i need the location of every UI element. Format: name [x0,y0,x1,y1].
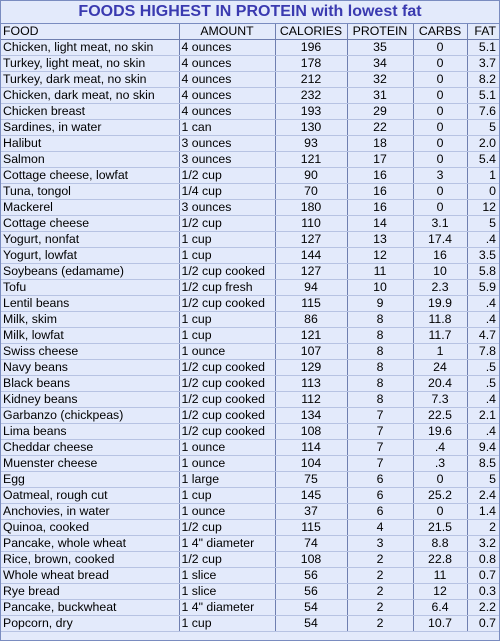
protein-cell: 6 [347,488,413,504]
protein-cell: 2 [347,600,413,616]
protein-cell: 3 [347,536,413,552]
fat-cell: .4 [467,232,499,248]
table-row [1,456,499,472]
fat-cell: .4 [467,424,499,440]
protein-cell: 13 [347,232,413,248]
protein-cell: 29 [347,104,413,120]
carbs-cell: 10 [413,264,467,280]
amount-cell: 1/4 cup [179,184,275,200]
fat-cell: 5.8 [467,264,499,280]
protein-cell: 4 [347,520,413,536]
table-row [1,168,499,184]
table-row [1,232,499,248]
amount-cell: 1 cup [179,328,275,344]
carbs-cell: 8.8 [413,536,467,552]
carbs-cell: 0 [413,200,467,216]
fat-cell: 0.7 [467,568,499,584]
calories-cell: 114 [275,440,347,456]
carbs-cell: 3 [413,168,467,184]
fat-cell: 2.4 [467,488,499,504]
table-row [1,152,499,168]
food-cell: Kidney beans [1,392,179,408]
carbs-cell: 0 [413,136,467,152]
carbs-cell: 0 [413,88,467,104]
table-row [1,376,499,392]
fat-cell: 9.4 [467,440,499,456]
food-cell: Chicken, dark meat, no skin [1,88,179,104]
fat-cell: .4 [467,296,499,312]
food-cell: Popcorn, dry [1,616,179,632]
food-cell: Swiss cheese [1,344,179,360]
protein-cell: 11 [347,264,413,280]
protein-cell: 10 [347,280,413,296]
carbs-cell: 0 [413,504,467,520]
protein-cell: 6 [347,472,413,488]
fat-cell: 2.2 [467,600,499,616]
food-cell: Tuna, tongol [1,184,179,200]
carbs-cell: 22.8 [413,552,467,568]
amount-cell: 1 cup [179,488,275,504]
protein-cell: 18 [347,136,413,152]
calories-cell: 115 [275,520,347,536]
fat-cell: 7.8 [467,344,499,360]
food-cell: Garbanzo (chickpeas) [1,408,179,424]
food-cell: Navy beans [1,360,179,376]
carbs-cell: 2.3 [413,280,467,296]
amount-cell: 3 ounces [179,200,275,216]
food-cell: Yogurt, nonfat [1,232,179,248]
protein-cell: 16 [347,200,413,216]
amount-cell: 1/2 cup [179,520,275,536]
calories-cell: 107 [275,344,347,360]
table-row [1,264,499,280]
carbs-cell: 0 [413,120,467,136]
calories-cell: 196 [275,40,347,56]
food-cell: Pancake, buckwheat [1,600,179,616]
carbs-cell: 25.2 [413,488,467,504]
fat-cell: 1.4 [467,504,499,520]
food-cell: Muenster cheese [1,456,179,472]
amount-cell: 1/2 cup cooked [179,408,275,424]
amount-cell: 1 ounce [179,504,275,520]
fat-cell: 2.1 [467,408,499,424]
column-header-carbs: CARBS [413,24,467,40]
protein-cell: 12 [347,248,413,264]
calories-cell: 127 [275,264,347,280]
calories-cell: 112 [275,392,347,408]
protein-cell: 32 [347,72,413,88]
table-row [1,568,499,584]
amount-cell: 1 can [179,120,275,136]
calories-cell: 94 [275,280,347,296]
calories-cell: 90 [275,168,347,184]
fat-cell: 3.2 [467,536,499,552]
table-row [1,584,499,600]
protein-cell: 8 [347,376,413,392]
table-row [1,104,499,120]
amount-cell: 4 ounces [179,72,275,88]
calories-cell: 144 [275,248,347,264]
amount-cell: 1 cup [179,616,275,632]
carbs-cell: 0 [413,152,467,168]
table-row [1,296,499,312]
amount-cell: 1/2 cup [179,216,275,232]
protein-cell: 8 [347,328,413,344]
amount-cell: 1 ounce [179,456,275,472]
amount-cell: 1 slice [179,584,275,600]
carbs-cell: 6.4 [413,600,467,616]
table-row [1,440,499,456]
carbs-cell: 22.5 [413,408,467,424]
food-cell: Soybeans (edamame) [1,264,179,280]
amount-cell: 1 cup [179,312,275,328]
calories-cell: 86 [275,312,347,328]
carbs-cell: 16 [413,248,467,264]
table-row [1,408,499,424]
food-cell: Milk, lowfat [1,328,179,344]
table-row [1,616,499,632]
fat-cell: 4.7 [467,328,499,344]
table-row [1,216,499,232]
protein-cell: 6 [347,504,413,520]
food-cell: Black beans [1,376,179,392]
table-body [1,40,499,632]
food-cell: Yogurt, lowfat [1,248,179,264]
fat-cell: 7.6 [467,104,499,120]
amount-cell: 1 large [179,472,275,488]
fat-cell: .4 [467,312,499,328]
table-row [1,392,499,408]
carbs-cell: 0 [413,472,467,488]
fat-cell: 5.4 [467,152,499,168]
protein-cell: 16 [347,168,413,184]
amount-cell: 1/2 cup cooked [179,296,275,312]
calories-cell: 115 [275,296,347,312]
fat-cell: .4 [467,392,499,408]
calories-cell: 74 [275,536,347,552]
table-row [1,600,499,616]
table-row [1,504,499,520]
calories-cell: 129 [275,360,347,376]
table-row [1,312,499,328]
food-cell: Cottage cheese [1,216,179,232]
protein-cell: 14 [347,216,413,232]
calories-cell: 121 [275,328,347,344]
amount-cell: 3 ounces [179,152,275,168]
carbs-cell: 0 [413,104,467,120]
column-header-amount: AMOUNT [179,24,275,40]
food-cell: Tofu [1,280,179,296]
food-cell: Cottage cheese, lowfat [1,168,179,184]
fat-cell: .5 [467,360,499,376]
calories-cell: 56 [275,568,347,584]
calories-cell: 121 [275,152,347,168]
table-row [1,328,499,344]
calories-cell: 108 [275,424,347,440]
amount-cell: 1/2 cup [179,168,275,184]
food-cell: Egg [1,472,179,488]
protein-cell: 34 [347,56,413,72]
amount-cell: 4 ounces [179,88,275,104]
protein-cell: 8 [347,360,413,376]
fat-cell: 5 [467,120,499,136]
calories-cell: 70 [275,184,347,200]
carbs-cell: 3.1 [413,216,467,232]
protein-cell: 16 [347,184,413,200]
calories-cell: 104 [275,456,347,472]
column-header-fat: FAT [467,24,499,40]
food-cell: Mackerel [1,200,179,216]
calories-cell: 130 [275,120,347,136]
amount-cell: 1/2 cup cooked [179,392,275,408]
table-row [1,536,499,552]
page-title: FOODS HIGHEST IN PROTEIN with lowest fat [1,1,499,24]
carbs-cell: 7.3 [413,392,467,408]
food-cell: Lentil beans [1,296,179,312]
fat-cell: 5.1 [467,40,499,56]
carbs-cell: 1 [413,344,467,360]
amount-cell: 4 ounces [179,40,275,56]
table-row [1,200,499,216]
calories-cell: 75 [275,472,347,488]
table-row [1,184,499,200]
food-cell: Pancake, whole wheat [1,536,179,552]
fat-cell: 2 [467,520,499,536]
amount-cell: 1 ounce [179,344,275,360]
food-cell: Anchovies, in water [1,504,179,520]
calories-cell: 113 [275,376,347,392]
carbs-cell: 0 [413,184,467,200]
carbs-cell: 20.4 [413,376,467,392]
column-header-food: FOOD [1,24,179,40]
protein-cell: 2 [347,552,413,568]
calories-cell: 145 [275,488,347,504]
table-row [1,72,499,88]
food-cell: Milk, skim [1,312,179,328]
fat-cell: 1 [467,168,499,184]
protein-cell: 8 [347,312,413,328]
amount-cell: 4 ounces [179,56,275,72]
protein-cell: 2 [347,584,413,600]
amount-cell: 1 cup [179,232,275,248]
fat-cell: .5 [467,376,499,392]
carbs-cell: 19.9 [413,296,467,312]
fat-cell: 2.0 [467,136,499,152]
fat-cell: 0.8 [467,552,499,568]
calories-cell: 212 [275,72,347,88]
fat-cell: 3.5 [467,248,499,264]
table-row [1,360,499,376]
calories-cell: 180 [275,200,347,216]
carbs-cell: 11 [413,568,467,584]
amount-cell: 1 4" diameter [179,536,275,552]
table-row [1,520,499,536]
header-row [1,24,499,40]
carbs-cell: 0 [413,40,467,56]
food-table [1,24,499,632]
table-row [1,248,499,264]
calories-cell: 93 [275,136,347,152]
food-cell: Halibut [1,136,179,152]
carbs-cell: 11.7 [413,328,467,344]
carbs-cell: 19.6 [413,424,467,440]
food-cell: Rice, brown, cooked [1,552,179,568]
calories-cell: 56 [275,584,347,600]
fat-cell: 5.1 [467,88,499,104]
table-row [1,552,499,568]
fat-cell: 5 [467,472,499,488]
calories-cell: 110 [275,216,347,232]
column-header-protein: PROTEIN [347,24,413,40]
carbs-cell: 21.5 [413,520,467,536]
carbs-cell: .4 [413,440,467,456]
food-cell: Chicken breast [1,104,179,120]
table-row [1,472,499,488]
amount-cell: 1/2 cup fresh [179,280,275,296]
calories-cell: 54 [275,616,347,632]
food-cell: Quinoa, cooked [1,520,179,536]
calories-cell: 37 [275,504,347,520]
food-cell: Turkey, light meat, no skin [1,56,179,72]
food-cell: Turkey, dark meat, no skin [1,72,179,88]
carbs-cell: 10.7 [413,616,467,632]
protein-cell: 22 [347,120,413,136]
fat-cell: 0.3 [467,584,499,600]
carbs-cell: 0 [413,56,467,72]
amount-cell: 1 ounce [179,440,275,456]
table-row [1,88,499,104]
fat-cell: 12 [467,200,499,216]
calories-cell: 108 [275,552,347,568]
carbs-cell: 12 [413,584,467,600]
amount-cell: 1/2 cup cooked [179,264,275,280]
carbs-cell: 24 [413,360,467,376]
amount-cell: 1 4" diameter [179,600,275,616]
protein-cell: 8 [347,344,413,360]
table-row [1,344,499,360]
protein-cell: 2 [347,568,413,584]
protein-cell: 7 [347,424,413,440]
amount-cell: 1/2 cup cooked [179,424,275,440]
table-row [1,40,499,56]
protein-cell: 7 [347,456,413,472]
amount-cell: 1/2 cup cooked [179,360,275,376]
calories-cell: 54 [275,600,347,616]
amount-cell: 3 ounces [179,136,275,152]
protein-cell: 2 [347,616,413,632]
food-cell: Rye bread [1,584,179,600]
protein-cell: 35 [347,40,413,56]
calories-cell: 127 [275,232,347,248]
calories-cell: 134 [275,408,347,424]
fat-cell: 5 [467,216,499,232]
protein-cell: 17 [347,152,413,168]
food-cell: Chicken, light meat, no skin [1,40,179,56]
food-cell: Salmon [1,152,179,168]
table-row [1,120,499,136]
calories-cell: 232 [275,88,347,104]
fat-cell: 8.2 [467,72,499,88]
fat-cell: 0.7 [467,616,499,632]
carbs-cell: 17.4 [413,232,467,248]
carbs-cell: 0 [413,72,467,88]
calories-cell: 178 [275,56,347,72]
amount-cell: 1 cup [179,248,275,264]
protein-cell: 7 [347,408,413,424]
calories-cell: 193 [275,104,347,120]
table-row [1,280,499,296]
protein-cell: 9 [347,296,413,312]
protein-cell: 7 [347,440,413,456]
table-row [1,56,499,72]
column-header-calories: CALORIES [275,24,347,40]
amount-cell: 1/2 cup [179,552,275,568]
food-cell: Whole wheat bread [1,568,179,584]
fat-cell: 3.7 [467,56,499,72]
food-cell: Cheddar cheese [1,440,179,456]
table-row [1,136,499,152]
table-row [1,488,499,504]
fat-cell: 0 [467,184,499,200]
food-cell: Sardines, in water [1,120,179,136]
amount-cell: 4 ounces [179,104,275,120]
protein-cell: 8 [347,392,413,408]
protein-cell: 31 [347,88,413,104]
food-cell: Oatmeal, rough cut [1,488,179,504]
fat-cell: 5.9 [467,280,499,296]
table-row [1,424,499,440]
fat-cell: 8.5 [467,456,499,472]
food-cell: Lima beans [1,424,179,440]
amount-cell: 1/2 cup cooked [179,376,275,392]
carbs-cell: 11.8 [413,312,467,328]
amount-cell: 1 slice [179,568,275,584]
carbs-cell: .3 [413,456,467,472]
